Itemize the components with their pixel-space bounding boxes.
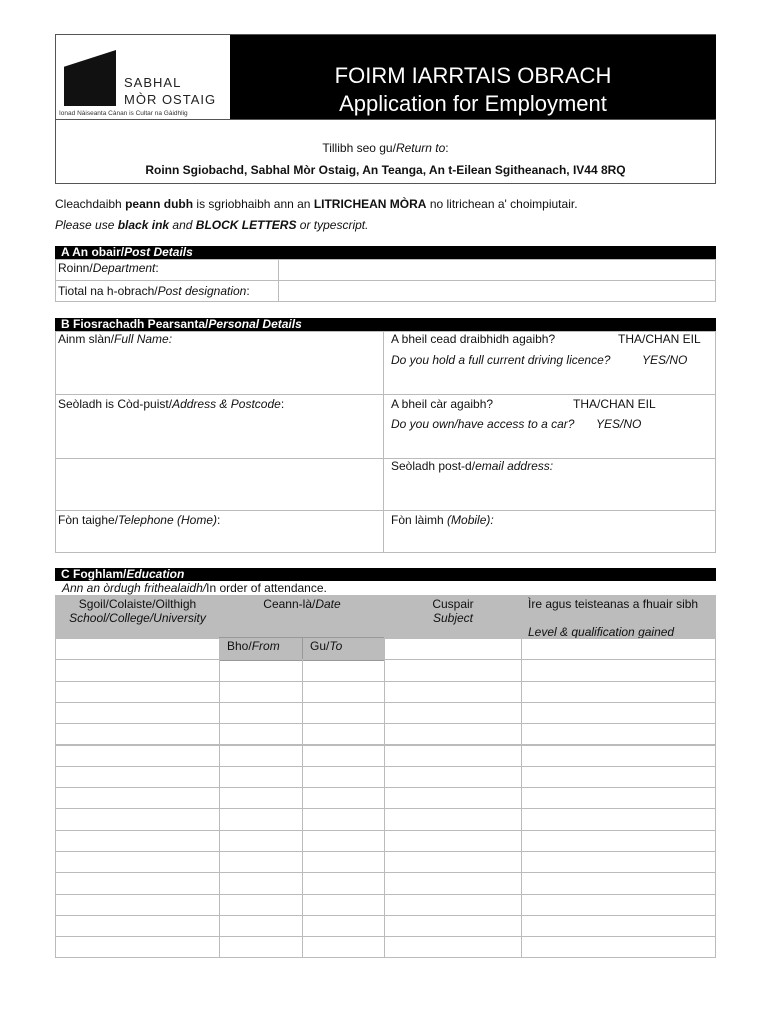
education-cell-school[interactable] — [55, 659, 220, 681]
driving-licence-options-gaelic: THA/CHAN EIL — [618, 332, 701, 346]
education-cell-from[interactable] — [219, 915, 303, 937]
education-cell-school[interactable] — [55, 681, 220, 703]
education-cell-school[interactable] — [55, 915, 220, 937]
education-cell-subject[interactable] — [384, 638, 522, 660]
car-question-english: Do you own/have access to a car? — [391, 417, 575, 431]
education-cell-to[interactable] — [302, 681, 385, 703]
driving-licence-question-gaelic: A bheil cead draibhidh agaibh? — [391, 332, 556, 346]
logo-emblem-icon — [64, 50, 116, 106]
post-designation-label: Tiotal na h-obrach/Post designation: — [58, 284, 250, 298]
education-cell-level[interactable] — [521, 659, 716, 681]
education-cell-from[interactable] — [219, 745, 303, 767]
mobile-phone-label: Fòn làimh (Mobile): — [391, 513, 494, 527]
education-cell-from[interactable] — [219, 681, 303, 703]
post-label-cell — [55, 280, 279, 302]
instructions-english: Please use black ink and BLOCK LETTERS or typescript. — [55, 218, 369, 232]
logo-text-line1: SABHAL — [124, 75, 182, 90]
education-cell-from[interactable] — [219, 894, 303, 916]
education-cell-level[interactable] — [521, 638, 716, 660]
education-cell-school[interactable] — [55, 766, 220, 788]
education-cell-level[interactable] — [521, 936, 716, 958]
education-cell-school[interactable] — [55, 638, 220, 660]
title-gaelic: FOIRM IARRTAIS OBRACH — [334, 63, 612, 88]
education-cell-from[interactable] — [219, 936, 303, 958]
education-cell-to[interactable] — [302, 851, 385, 873]
education-cell-subject[interactable] — [384, 787, 522, 809]
education-cell-level[interactable] — [521, 766, 716, 788]
education-cell-subject[interactable] — [384, 915, 522, 937]
education-cell-to[interactable] — [302, 659, 385, 681]
driving-licence-question-english: Do you hold a full current driving licence? — [391, 353, 611, 367]
email-field[interactable] — [383, 458, 716, 511]
section-b-title: B Fiosrachadh Pearsanta/Personal Details — [55, 318, 716, 331]
education-cell-to[interactable] — [302, 745, 385, 767]
education-cell-subject[interactable] — [384, 766, 522, 788]
car-options-english: YES/NO — [596, 417, 642, 431]
col-header-level: Ìre agus teisteanas a fhuair sibh Level & qualification gained — [521, 595, 716, 638]
education-cell-level[interactable] — [521, 915, 716, 937]
education-cell-subject[interactable] — [384, 681, 522, 703]
education-cell-subject[interactable] — [384, 894, 522, 916]
department-label: Roinn/Department: — [58, 261, 159, 275]
education-cell-level[interactable] — [521, 872, 716, 894]
education-cell-school[interactable] — [55, 787, 220, 809]
section-c-title: C Foghlam/Education — [55, 568, 716, 581]
title-english: Application for Employment — [339, 91, 607, 116]
education-cell-from[interactable] — [219, 830, 303, 852]
education-cell-to[interactable] — [302, 723, 385, 745]
address-field[interactable] — [55, 394, 384, 459]
title-banner — [230, 35, 716, 119]
education-cell-school[interactable] — [55, 702, 220, 724]
driving-licence-options-english: YES/NO — [642, 353, 688, 367]
col-header-to: Gu/To — [302, 637, 385, 661]
education-cell-school[interactable] — [55, 830, 220, 852]
education-cell-to[interactable] — [302, 702, 385, 724]
education-cell-subject[interactable] — [384, 745, 522, 767]
col-header-dates: Ceann-là/Date — [219, 595, 385, 661]
education-cell-level[interactable] — [521, 787, 716, 809]
education-cell-from[interactable] — [219, 766, 303, 788]
home-phone-field[interactable] — [55, 510, 384, 553]
education-cell-school[interactable] — [55, 936, 220, 958]
education-cell-school[interactable] — [55, 851, 220, 873]
attendance-order-note: Ann an òrdugh frithealaidh/In order of attendance. — [62, 581, 327, 595]
car-question-gaelic: A bheil càr agaibh? — [391, 397, 494, 411]
education-cell-school[interactable] — [55, 723, 220, 745]
education-cell-level[interactable] — [521, 745, 716, 767]
car-access-field[interactable] — [383, 394, 716, 459]
education-cell-to[interactable] — [302, 915, 385, 937]
logo-text-line2: MÒR OSTAIG — [124, 92, 217, 107]
education-cell-subject[interactable] — [384, 936, 522, 958]
header-divider — [56, 119, 716, 120]
education-cell-level[interactable] — [521, 851, 716, 873]
department-field[interactable] — [278, 259, 716, 281]
education-cell-from[interactable] — [219, 702, 303, 724]
driving-licence-field[interactable] — [383, 331, 716, 395]
instructions-gaelic: Cleachdaibh peann dubh is sgriobhaibh ann an LITRICHEAN MÒRA no litrichean a' choimpiutair. — [55, 197, 578, 211]
education-cell-subject[interactable] — [384, 808, 522, 830]
education-cell-level[interactable] — [521, 830, 716, 852]
education-cell-from[interactable] — [219, 723, 303, 745]
address-label: Seòladh is Còd-puist/Address & Postcode: — [58, 397, 285, 411]
col-header-subject: Cuspair Subject — [384, 595, 522, 638]
department-label-cell — [55, 259, 279, 281]
mobile-phone-field[interactable] — [383, 510, 716, 553]
education-cell-subject[interactable] — [384, 723, 522, 745]
col-header-from: Bho/From — [219, 637, 303, 661]
education-cell-to[interactable] — [302, 787, 385, 809]
education-cell-level[interactable] — [521, 723, 716, 745]
education-cell-school[interactable] — [55, 872, 220, 894]
logo-tagline: Ionad Nàiseanta Cànan is Cultar na Gàidhlig — [59, 110, 188, 117]
return-address: Roinn Sgiobachd, Sabhal Mòr Ostaig, An Teanga, An t-Eilean Sgitheanach, IV44 8RQ — [145, 163, 626, 177]
education-cell-from[interactable] — [219, 872, 303, 894]
education-cell-from[interactable] — [219, 659, 303, 681]
address-continued-field[interactable] — [55, 458, 384, 511]
full-name-field[interactable] — [55, 331, 384, 395]
form-header — [55, 34, 716, 184]
post-designation-field[interactable] — [278, 280, 716, 302]
education-cell-subject[interactable] — [384, 830, 522, 852]
education-cell-school[interactable] — [55, 808, 220, 830]
education-cell-to[interactable] — [302, 808, 385, 830]
education-cell-subject[interactable] — [384, 851, 522, 873]
education-cell-from[interactable] — [219, 808, 303, 830]
logo — [56, 35, 231, 119]
education-cell-level[interactable] — [521, 702, 716, 724]
education-cell-subject[interactable] — [384, 702, 522, 724]
education-cell-subject[interactable] — [384, 659, 522, 681]
email-label: Seòladh post-d/email address: — [391, 459, 554, 473]
full-name-label: Ainm slàn/Full Name: — [58, 332, 173, 346]
education-cell-to[interactable] — [302, 872, 385, 894]
col-header-school: Sgoil/Colaiste/Oilthigh School/College/University — [55, 595, 220, 638]
return-to-label: Tillibh seo gu/Return to: — [322, 141, 449, 155]
education-cell-school[interactable] — [55, 745, 220, 767]
car-options-gaelic: THA/CHAN EIL — [573, 397, 656, 411]
education-cell-to[interactable] — [302, 894, 385, 916]
education-cell-to[interactable] — [302, 766, 385, 788]
education-cell-from[interactable] — [219, 787, 303, 809]
education-cell-to[interactable] — [302, 830, 385, 852]
education-cell-level[interactable] — [521, 894, 716, 916]
education-cell-from[interactable] — [219, 851, 303, 873]
education-cell-level[interactable] — [521, 808, 716, 830]
home-phone-label: Fòn taighe/Telephone (Home): — [58, 513, 221, 527]
education-cell-school[interactable] — [55, 894, 220, 916]
education-cell-subject[interactable] — [384, 872, 522, 894]
section-a-title: A An obair/Post Details — [55, 246, 716, 259]
education-cell-level[interactable] — [521, 681, 716, 703]
education-cell-to[interactable] — [302, 936, 385, 958]
